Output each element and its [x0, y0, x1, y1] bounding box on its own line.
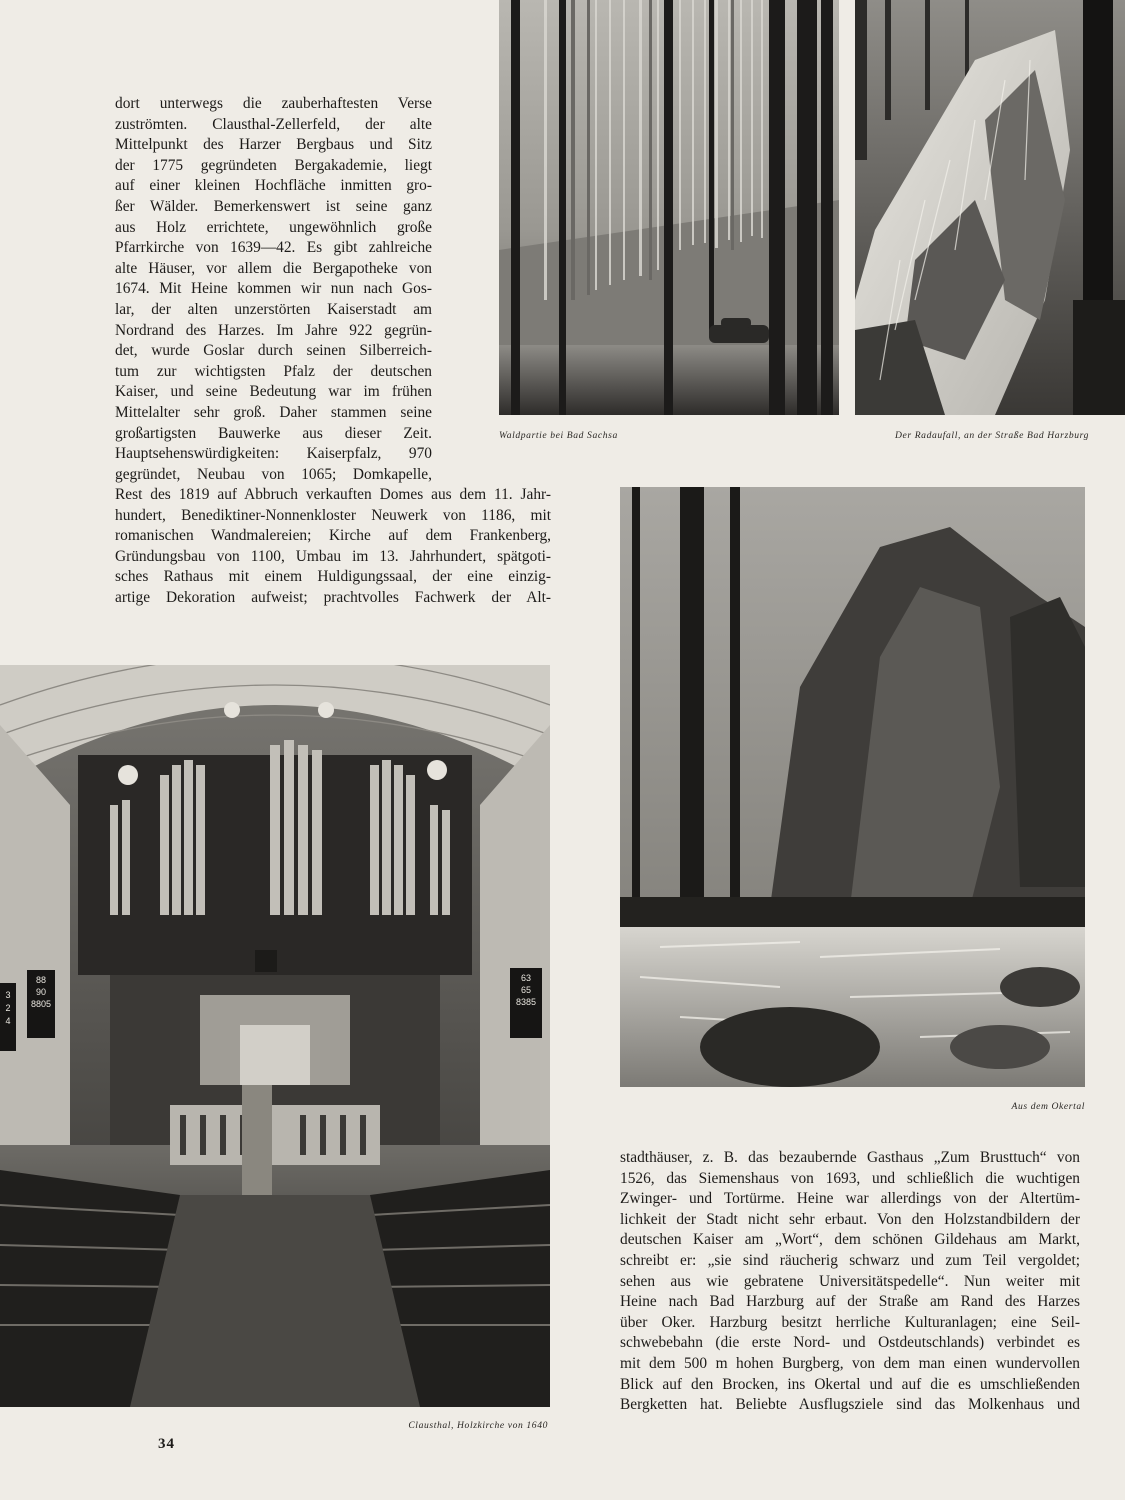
body-text-column-2 — [620, 1148, 1080, 1416]
text-line: gegründet, Neubau von 1065; Domkapelle, — [115, 465, 432, 483]
text-line: Kaiser, und seine Bedeutung war im frühen — [115, 383, 432, 401]
caption-waterfall: Der Radaufall, an der Straße Bad Harzburg — [895, 430, 1089, 441]
text-line: lar, der alten unzerstörten Kaiserstadt am — [115, 300, 432, 318]
hymn-board-left: 88 90 8805 — [27, 970, 55, 1038]
text-line: schreibt er: „sie sind räucherig schwarz und zum Teil vergoldet; — [620, 1251, 1080, 1269]
text-line: ßer Wälder. Bemerkenswert ist seine ganz — [115, 197, 432, 215]
text-line: Heine nach Bad Harzburg auf der Straße am Rand des Harzes — [620, 1293, 1080, 1311]
caption-forest: Waldpartie bei Bad Sachsa — [499, 430, 618, 441]
text-line: sehen aus wie gebratene Universitätspedelle“. Nun weiter mit — [620, 1272, 1080, 1290]
text-line: alte Häuser, vor allem die Bergapotheke von — [115, 259, 432, 277]
hymn-board-left-edge: 3 2 4 — [0, 983, 16, 1051]
text-line: aus Holz errichtete, ungewöhnlich große — [115, 218, 432, 236]
text-line: 1674. Mit Heine kommen wir nun nach Gos- — [115, 280, 432, 298]
text-line: Blick auf den Brocken, ins Okertal und auf die es umschließenden — [620, 1375, 1080, 1393]
text-line: zuströmten. Clausthal-Zellerfeld, der alte — [115, 115, 432, 133]
text-line: Nordrand des Harzes. Im Jahre 922 gegrün- — [115, 321, 432, 339]
text-line: Mittelpunkt des Harzer Bergbaus und Sitz — [115, 136, 432, 154]
text-line: Zwinger- und Tortürme. Heine war allerdings von der Altertüm- — [620, 1190, 1080, 1208]
text-line: schwebebahn (die erste Nord- und Ostdeutschlands) verbindet es — [620, 1334, 1080, 1352]
text-line: sches Rathaus mit einem Huldigungssaal, der eine einzig- — [115, 568, 551, 586]
text-line: dort unterwegs die zauberhaftesten Verse — [115, 95, 432, 112]
text-line: 1526, das Siemenshaus von 1693, und schließlich die wuchtigen — [620, 1169, 1080, 1187]
text-line: über Oker. Harzburg besitzt herrliche Kulturanlagen; eine Seil- — [620, 1313, 1080, 1331]
photo-radaufall-waterfall — [855, 0, 1125, 415]
photo-clausthal-wooden-church — [0, 665, 550, 1407]
text-line: der 1775 gegründeten Bergakademie, liegt — [115, 156, 432, 174]
text-line: auf einer kleinen Hochfläche inmitten gro- — [115, 177, 432, 195]
text-line: det, wurde Goslar durch seinen Silberreich- — [115, 342, 432, 360]
caption-okertal: Aus dem Okertal — [1011, 1101, 1085, 1112]
text-line: Hauptsehenswürdigkeiten: Kaiserpfalz, 970 — [115, 445, 432, 463]
text-line: Rest des 1819 auf Abbruch verkauften Domes aus dem 11. Jahr- — [115, 486, 551, 503]
hymn-board-right: 63 65 8385 — [510, 968, 542, 1038]
text-line: Pfarrkirche von 1639—42. Es gibt zahlreiche — [115, 239, 432, 257]
text-line: deutschen Kaiser am „Wort“, dem schönen Gildehaus am Markt, — [620, 1231, 1080, 1249]
text-line: tum zur wichtigsten Pfalz der deutschen — [115, 362, 432, 380]
body-text-column-1 — [115, 94, 432, 485]
photo-forest-bad-sachsa — [499, 0, 839, 415]
page-number: 34 — [158, 1436, 175, 1452]
text-line: stadthäuser, z. B. das bezaubernde Gasthaus „Zum Brusttuch“ von — [620, 1149, 1080, 1166]
text-line: großartigsten Bauwerke aus dieser Zeit. — [115, 424, 432, 442]
photo-okertal-river — [620, 487, 1085, 1087]
body-text-column-1-continued — [115, 485, 551, 609]
text-line: Mittelalter sehr groß. Daher stammen seine — [115, 403, 432, 421]
text-line: Bergketten hat. Beliebte Ausflugsziele sind das Molkenhaus und — [620, 1396, 1080, 1414]
text-line: romanischen Wandmalereien; Kirche auf dem Frankenberg, — [115, 527, 551, 545]
text-line: artige Dekoration aufweist; prachtvolles Fachwerk der Alt- — [115, 588, 551, 606]
text-line: mit dem 500 m hohen Burgberg, von dem man einen wundervollen — [620, 1354, 1080, 1372]
text-line: lichkeit der Stadt nicht sehr erbaut. Von den Holzstandbildern der — [620, 1210, 1080, 1228]
text-line: Gründungsbau von 1100, Umbau im 13. Jahrhundert, spätgoti- — [115, 547, 551, 565]
caption-church: Clausthal, Holzkirche von 1640 — [408, 1420, 548, 1431]
text-line: hundert, Benediktiner-Nonnenkloster Neuwerk von 1186, mit — [115, 506, 551, 524]
